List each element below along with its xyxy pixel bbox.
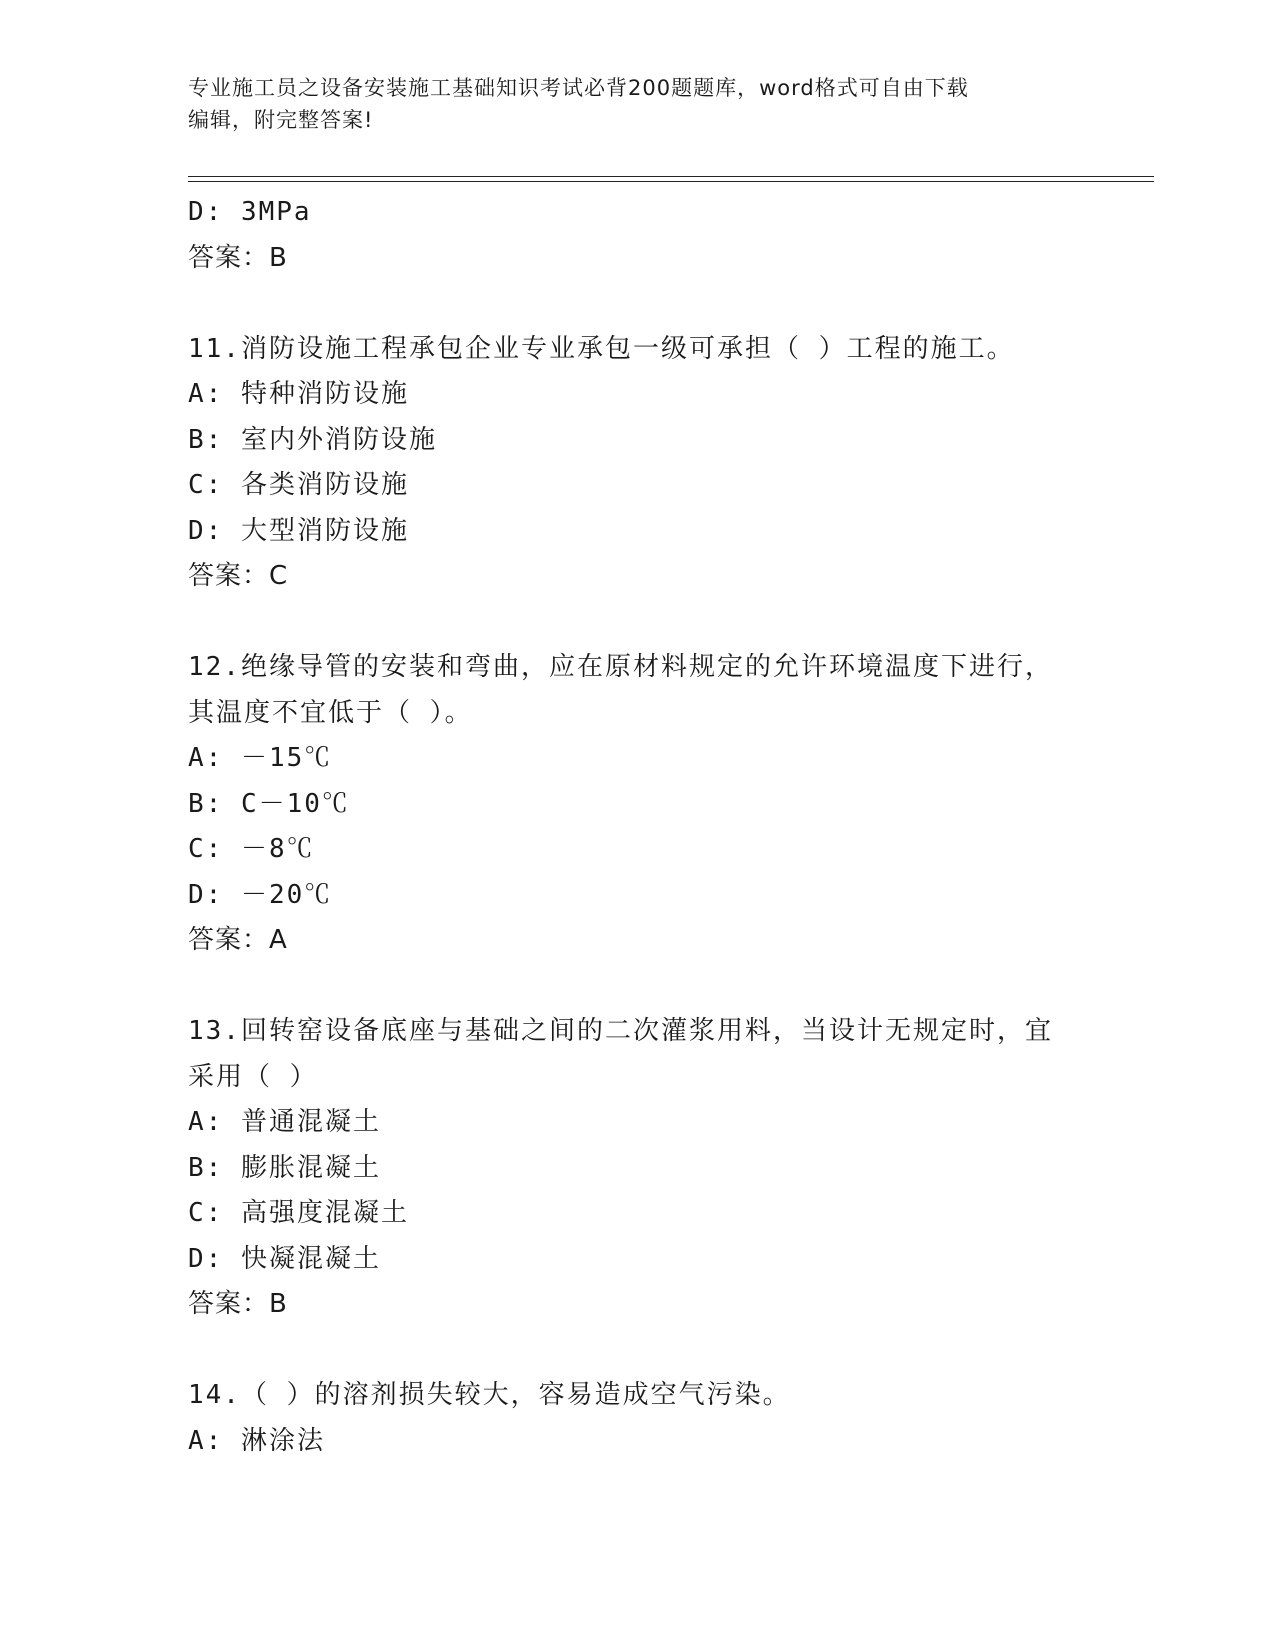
option-a: A: 特种消防设施 [188, 379, 409, 409]
header-divider-top [188, 176, 1154, 177]
question-stem-line-2: 采用（ ） [188, 1061, 318, 1092]
option-d: D: 快凝混凝土 [188, 1243, 381, 1274]
option-c: C: 各类消防设施 [188, 470, 409, 500]
option-d: D: 大型消防设施 [188, 515, 409, 546]
question-11 [188, 327, 1154, 600]
header-divider-bottom [188, 181, 1154, 182]
option-b: B: C－10℃ [188, 788, 350, 819]
option-c: C: －8℃ [188, 834, 315, 864]
question-12 [188, 645, 1154, 964]
option-b: B: 膨胀混凝土 [188, 1152, 381, 1183]
spacer [188, 281, 1154, 327]
header-title-line-1: 专业施工员之设备安装施工基础知识考试必背200题题库，word格式可自由下载 [188, 76, 969, 100]
option-a: A: 淋涂法 [188, 1425, 325, 1456]
document-header [188, 72, 1088, 136]
option-c: C: 高强度混凝土 [188, 1198, 409, 1228]
question-stem-line-1: 12.绝缘导管的安装和弯曲，应在原材料规定的允许环境温度下进行， [188, 652, 1053, 682]
spacer [188, 600, 1154, 646]
question-stem-line-2: 其温度不宜低于（ ）。 [188, 697, 473, 728]
question-stem: 14.（ ）的溶剂损失较大，容易造成空气污染。 [188, 1380, 791, 1410]
header-title-line-2: 编辑，附完整答案! [188, 108, 374, 132]
prev-option-d: D: 3MPa [188, 197, 312, 227]
answer: 答案：B [188, 1289, 288, 1319]
option-b: B: 室内外消防设施 [188, 424, 437, 455]
option-a: A: －15℃ [188, 743, 333, 773]
option-a: A: 普通混凝土 [188, 1107, 381, 1137]
question-stem-line-1: 13.回转窑设备底座与基础之间的二次灌浆用料，当设计无规定时，宜 [188, 1016, 1053, 1046]
spacer [188, 964, 1154, 1010]
spacer [188, 1328, 1154, 1374]
question-13 [188, 1009, 1154, 1328]
option-d: D: －20℃ [188, 879, 333, 910]
answer: 答案：A [188, 925, 288, 955]
answer: 答案：C [188, 561, 289, 591]
question-stem: 11.消防设施工程承包企业专业承包一级可承担（ ）工程的施工。 [188, 333, 1015, 364]
prev-answer: 答案：B [188, 242, 288, 273]
question-14 [188, 1373, 1154, 1464]
question-content [188, 190, 1154, 1464]
